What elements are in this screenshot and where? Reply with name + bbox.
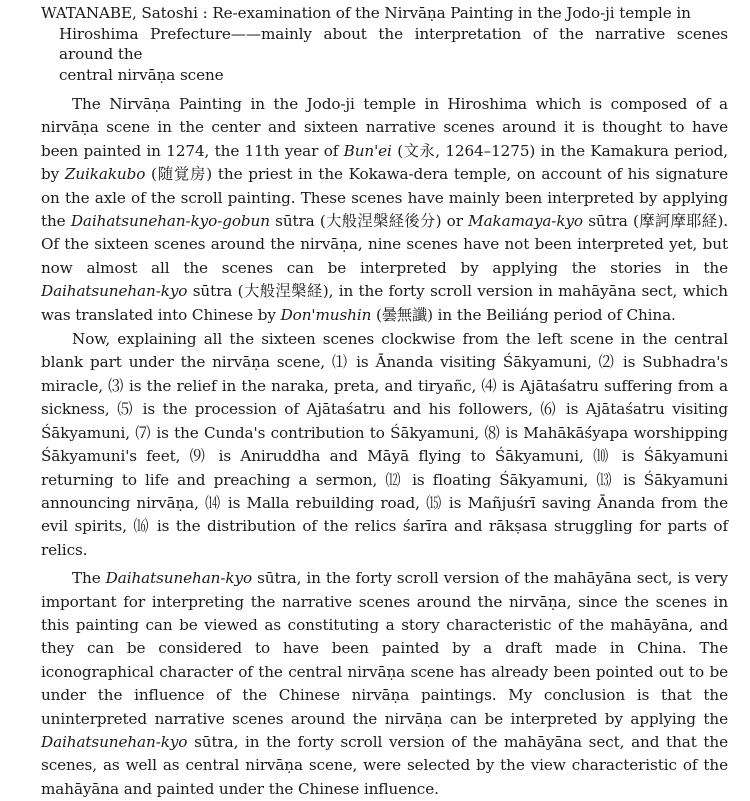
text-run: (文永, 1264–1275) in the Kamakura period, by xyxy=(41,141,728,184)
article-header xyxy=(41,3,728,85)
italic-term: Daihatsunehan-kyo xyxy=(41,282,188,301)
italic-term: Don'mushin xyxy=(280,305,372,324)
text-run: sūtra, in the forty scroll version of the mahāyāna sect, and that the scenes, as well as central nirvāṇa scene, were selected by the view characteristic of the mahāyāna and painted under the Chinese influence. xyxy=(41,732,728,798)
italic-term: Daihatsunehan-kyo xyxy=(41,732,188,751)
text-run: (随覚房) the priest in the Kokawa-dera temple, on account of his signature on the axle of the scroll painting. These scenes have mainly been interpreted by applying the xyxy=(41,165,728,231)
text-run: sūtra (摩訶摩耶経). Of the sixteen scenes around the nirvāṇa, nine scenes have not been interpreted yet, but now almost all the scenes can be interpreted by applying the stories in the xyxy=(41,212,729,277)
paragraph-3 xyxy=(41,567,728,801)
paragraph-1 xyxy=(41,93,728,327)
italic-term: Zuikakubo xyxy=(64,165,146,184)
italic-term: Bun'ei xyxy=(343,141,392,160)
text-run: sūtra (大般涅槃経), in the forty scroll version in mahāyāna sect, which was translated into Chinese by xyxy=(41,282,728,324)
text-run: sūtra (大般涅槃経後分) or xyxy=(269,212,469,231)
text-run: The xyxy=(72,569,106,588)
text-run: (曇無讖) in the Beiliáng period of China. xyxy=(371,305,676,324)
italic-term: Daihatsunehan-kyo xyxy=(105,569,253,588)
title-line-3: central nirvāṇa scene xyxy=(59,65,224,84)
title-line-2: Hiroshima Prefecture——mainly about the interpretation of the narrative scenes around the xyxy=(59,24,728,63)
author-title-line: WATANABE, Satoshi : Re-examination of the Nirvāṇa Painting in the Jodo-ji temple in xyxy=(41,4,691,22)
text-run: Now, explaining all the sixteen scenes clockwise from the left scene in the central blank part under the nirvāṇa scene, ⑴ is Ānanda visiting Śākyamuni, ⑵ is Subhadra's miracle, ⑶ is the relief in the naraka, preta, and tiryañc, ⑷ is Ajātaśatru suffering from a sickness, ⑸ is the procession of Ajātaśatru and his followers, ⑹ is Ajātaśatru visiting Śākyamuni, ⑺ is the Cunda's contribution to Śākyamuni, ⑻ is Mahākāśyapa worshipping Śākyamuni's feet, ⑼ is Aniruddha and Māyā flying to Śākyamuni, ⑽ is Śākyamuni returning to life and preaching a sermon, ⑿ is floating Śākyamuni, ⒀ is Śākyamuni announcing nirvāṇa, ⒁ is Malla rebuilding road, ⒂ is Mañjuśrī saving Ānanda from the evil spirits, ⒃ is the distribution of the relics śarīra and rākṣasa struggling for parts of relics. xyxy=(41,330,728,559)
italic-term: Makamaya-kyo xyxy=(468,212,583,231)
text-run: sūtra, in the forty scroll version of the mahāyāna sect, is very important for interpreting the narrative scenes around the nirvāṇa, since the scenes in this painting can be viewed as constituting a story characteristic of the mahāyāna, and they can be considered to have been painted by a draft made in China. The iconographical character of the central nirvāṇa scene has already been pointed out to be under the influence of the Chinese nirvāṇa paintings. My conclusion is that the uninterpreted narrative scenes around the nirvāṇa can be interpreted by applying the xyxy=(41,569,729,728)
paragraph-2 xyxy=(41,328,728,562)
italic-term: Daihatsunehan-kyo-gobun xyxy=(70,212,270,231)
text-run: The Nirvāṇa Painting in the Jodo-ji temple in Hiroshima which is composed of a nirvāṇa scene in the center and sixteen narrative scenes around it is thought to have been painted in 1274, the 11th year of xyxy=(41,95,728,160)
